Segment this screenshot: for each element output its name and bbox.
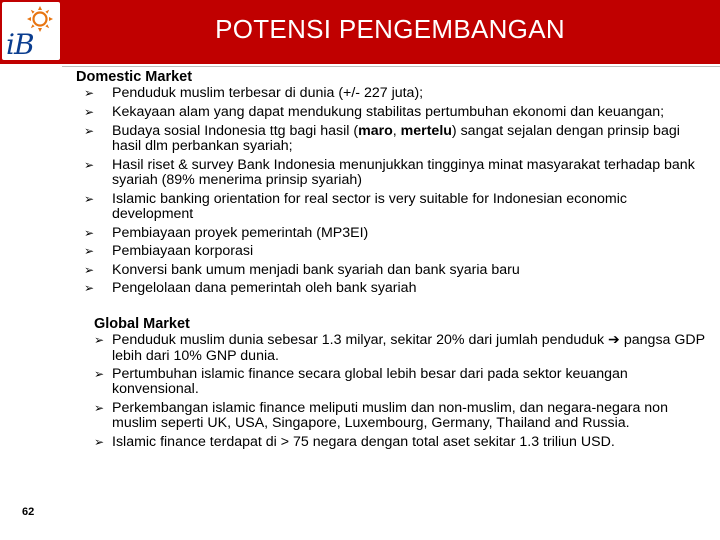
global-market-list <box>94 333 712 450</box>
arrow-bullet-icon: ➢ <box>84 191 95 206</box>
list-item: ➢ Penduduk muslim dunia sebesar 1.3 milyar, sekitar 20% dari jumlah penduduk ➔ pangsa GDP lebih dari 10% GNP dunia. <box>94 332 705 364</box>
header-divider <box>62 66 720 67</box>
arrow-bullet-icon: ➢ <box>94 434 105 449</box>
list-item: ➢ Islamic finance terdapat di > 75 negara dengan total aset sekitar 1.3 triliun USD. <box>94 433 615 450</box>
arrow-bullet-icon: ➢ <box>94 333 105 348</box>
arrow-bullet-icon: ➢ <box>94 367 105 381</box>
header-bar <box>0 0 720 64</box>
slide-content <box>76 70 712 453</box>
ib-logo <box>2 2 60 60</box>
highlight-maro: maro <box>358 122 393 139</box>
list-item: ➢ Kekayaan alam yang dapat mendukung stabilitas pertumbuhan ekonomi dan keuangan; <box>84 104 665 120</box>
list-item: ➢ Pembiayaan proyek pemerintah (MP3EI) <box>84 224 369 241</box>
list-item: ➢ Penduduk muslim terbesar di dunia (+/- 227 juta); <box>84 85 424 102</box>
arrow-bullet-icon: ➢ <box>84 157 95 172</box>
list-item: ➢ Perkembangan islamic finance meliputi muslim dan non-muslim, dan negara-negara non muslim seperti UK, USA, Singapore, Luxembourg, Germany, Thailand and Russia. <box>94 399 668 432</box>
global-market-section <box>76 317 712 450</box>
arrow-bullet-icon: ➢ <box>84 225 95 240</box>
page-number: 62 <box>22 506 35 518</box>
arrow-bullet-icon: ➢ <box>94 400 105 415</box>
arrow-bullet-icon: ➢ <box>84 281 95 296</box>
logo-text: iB <box>6 28 34 61</box>
arrow-bullet-icon: ➢ <box>84 244 95 259</box>
domestic-market-list <box>76 86 712 296</box>
list-item: ➢ Pengelolaan dana pemerintah oleh bank syariah <box>84 280 417 297</box>
global-market-heading: Global Market <box>94 315 190 332</box>
arrow-bullet-icon: ➢ <box>84 123 95 138</box>
highlight-mertelu: mertelu <box>400 122 452 139</box>
arrow-bullet-icon: ➢ <box>84 105 95 119</box>
page-title: POTENSI PENGEMBANGAN <box>215 14 565 44</box>
arrow-bullet-icon: ➢ <box>84 262 95 277</box>
right-arrow-icon: ➔ <box>608 332 620 349</box>
list-item: ➢ Hasil riset & survey Bank Indonesia menunjukkan tingginya minat masyarakat terhadap bank syariah (89% menerima prinsip syariah) <box>84 156 695 188</box>
arrow-bullet-icon: ➢ <box>84 86 95 101</box>
list-item: ➢ Pembiayaan korporasi <box>84 243 254 260</box>
list-item: ➢ Islamic banking orientation for real sector is very suitable for Indonesian economic development <box>84 190 627 222</box>
domestic-market-heading: Domestic Market <box>76 69 193 85</box>
list-item: ➢ Konversi bank umum menjadi bank syariah dan bank syaria baru <box>84 261 520 278</box>
list-item: ➢ Pertumbuhan islamic finance secara global lebih besar dari pada sektor keuangan konvensional. <box>94 366 628 398</box>
list-item: ➢ Budaya sosial Indonesia ttg bagi hasil (maro, mertelu) sangat sejalan dengan prinsip bagi hasil dlm perbankan syariah; <box>84 122 680 154</box>
